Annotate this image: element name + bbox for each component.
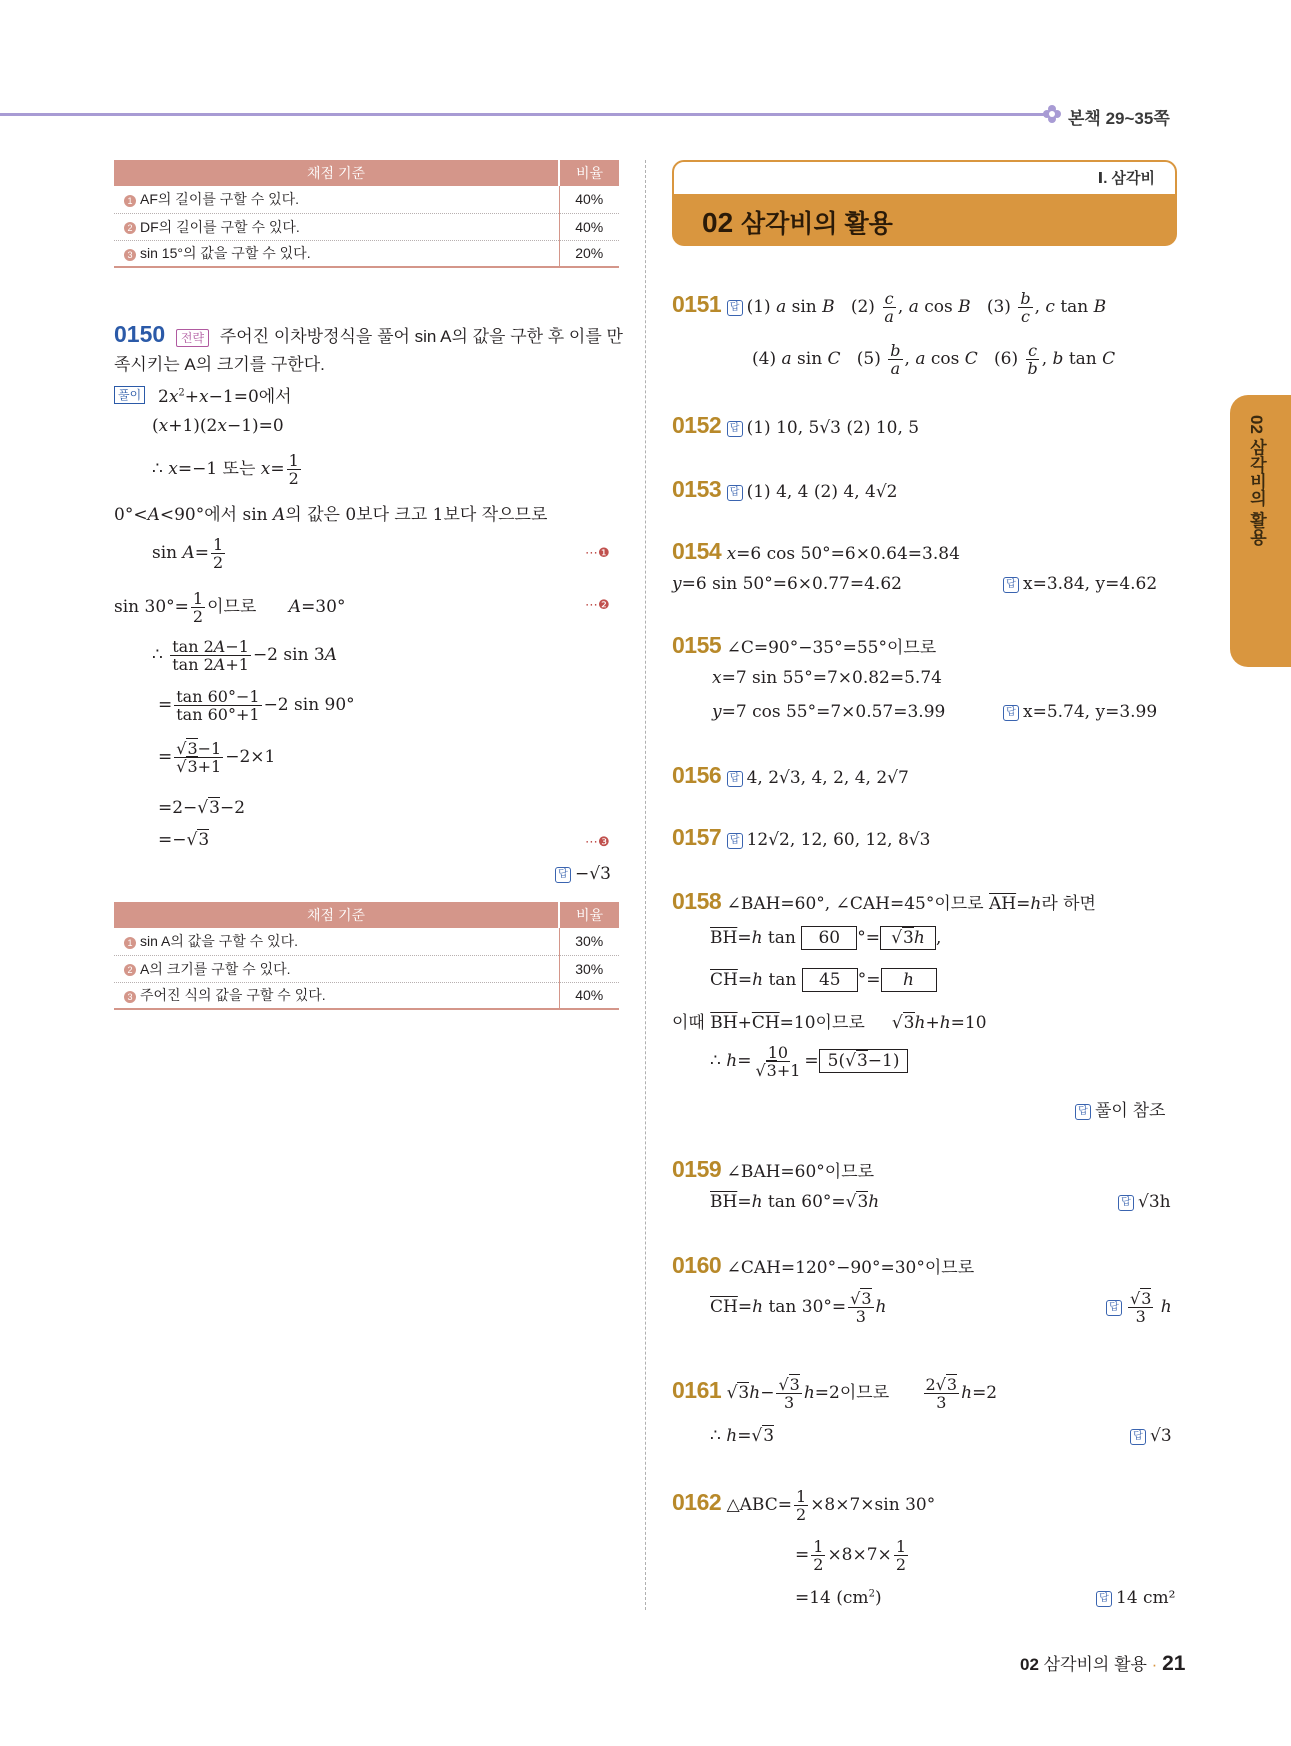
column-divider [645,160,646,1610]
footer-title: 삼각비의 활용 [1043,1655,1147,1674]
chapter-label: Ⅰ. 삼각비 [1097,170,1155,187]
problem-number: 0153 [672,476,722,502]
grading-table-2: 채점 기준 비율 1 sin A의 값을 구할 수 있다. 30% 2 A의 크기를 구할 수 있다. 30% 3 주어진 식의 값을 구할 수 있다. 40% [114,902,619,1010]
problem-number: 0157 [672,824,722,850]
answer-icon: 답 [1003,705,1019,721]
answer-0157: 12√2, 12, 60, 12, 8√3 [746,830,931,850]
table-row: 1 sin A의 값을 구할 수 있다. [114,928,559,955]
answer-icon: 답 [1096,1591,1112,1607]
answer-icon: 답 [727,485,743,501]
section-title: 삼각비의 활용 [740,210,893,238]
answer-0152: (1) 10, 5√3 (2) 10, 5 [746,418,920,438]
footer-chapter: 02 [1020,1655,1039,1674]
answer-0158: 풀이 참조 [1095,1101,1166,1120]
answer-0156: 4, 2√3, 4, 2, 4, 2√7 [746,768,909,788]
answer-0159: √3h [1138,1192,1171,1212]
problem-number: 0158 [672,888,722,914]
table-row: 2 DF의 길이를 구할 수 있다. [114,213,559,240]
header-ref: 본책 29~35쪽 [1068,109,1170,128]
answer-icon: 답 [727,771,743,787]
answer-icon: 답 [1118,1195,1134,1211]
answer-0162: 14 cm² [1116,1588,1176,1608]
table-head-criteria: 채점 기준 [114,902,559,928]
header-rule [0,113,1045,116]
problem-number: 0151 [672,291,722,317]
answer-icon: 답 [727,421,743,437]
answer-icon: 답 [1075,1104,1091,1120]
answer-icon: 답 [727,833,743,849]
answer-icon: 답 [1003,577,1019,593]
problem-number: 0161 [672,1377,722,1403]
answer-0150: −√3 [575,864,611,884]
section-banner [672,160,1177,246]
grading-table-1: 채점 기준 비율 1 AF의 길이를 구할 수 있다. 40% 2 DF의 길이를 구할 수 있다. 40% 3 sin 15°의 값을 구할 수 있다. 20% [114,160,619,268]
answer-0153: (1) 4, 4 (2) 4, 4√2 [746,482,898,502]
flower-icon [1042,104,1062,124]
footer: 02 삼각비의 활용 · 21 [1020,1652,1186,1675]
table-row: 3 sin 15°의 값을 구할 수 있다. [114,240,559,267]
problem-number: 0156 [672,762,722,788]
problem-number: 0152 [672,412,722,438]
problem-number: 0162 [672,1489,722,1515]
problem-number: 0150 [114,321,166,347]
answer-icon: 답 [1106,1300,1122,1316]
answer-0154: x=3.84, y=4.62 [1023,574,1158,594]
table-head-ratio: 비율 [559,160,619,186]
problem-number: 0159 [672,1156,722,1182]
solution-tag: 풀이 [114,386,145,404]
answer-icon: 답 [727,300,743,316]
table-head-criteria: 채점 기준 [114,160,559,186]
table-row: 1 AF의 길이를 구할 수 있다. [114,186,559,213]
page-number: 21 [1162,1652,1186,1675]
answer-0155: x=5.74, y=3.99 [1023,702,1158,722]
side-tab-label: 02 삼각비의 활용 [1247,415,1266,546]
strategy-tag: 전략 [176,329,209,347]
answer-icon: 답 [555,867,571,883]
problem-0150 [114,320,624,379]
answer-0161: √3 [1150,1426,1172,1446]
table-row: 3 주어진 식의 값을 구할 수 있다. [114,982,559,1009]
table-row: 2 A의 크기를 구할 수 있다. [114,955,559,982]
problem-number: 0155 [672,632,722,658]
answer-icon: 답 [1130,1429,1146,1445]
problem-number: 0154 [672,538,722,564]
table-head-ratio: 비율 [559,902,619,928]
side-tab[interactable] [1230,395,1291,667]
section-number: 02 [702,207,734,238]
strategy-text: 주어진 이차방정식을 풀어 sin A의 값을 구한 후 이를 만족시키는 A의 크기를 구한다. [114,327,623,374]
problem-number: 0160 [672,1252,722,1278]
